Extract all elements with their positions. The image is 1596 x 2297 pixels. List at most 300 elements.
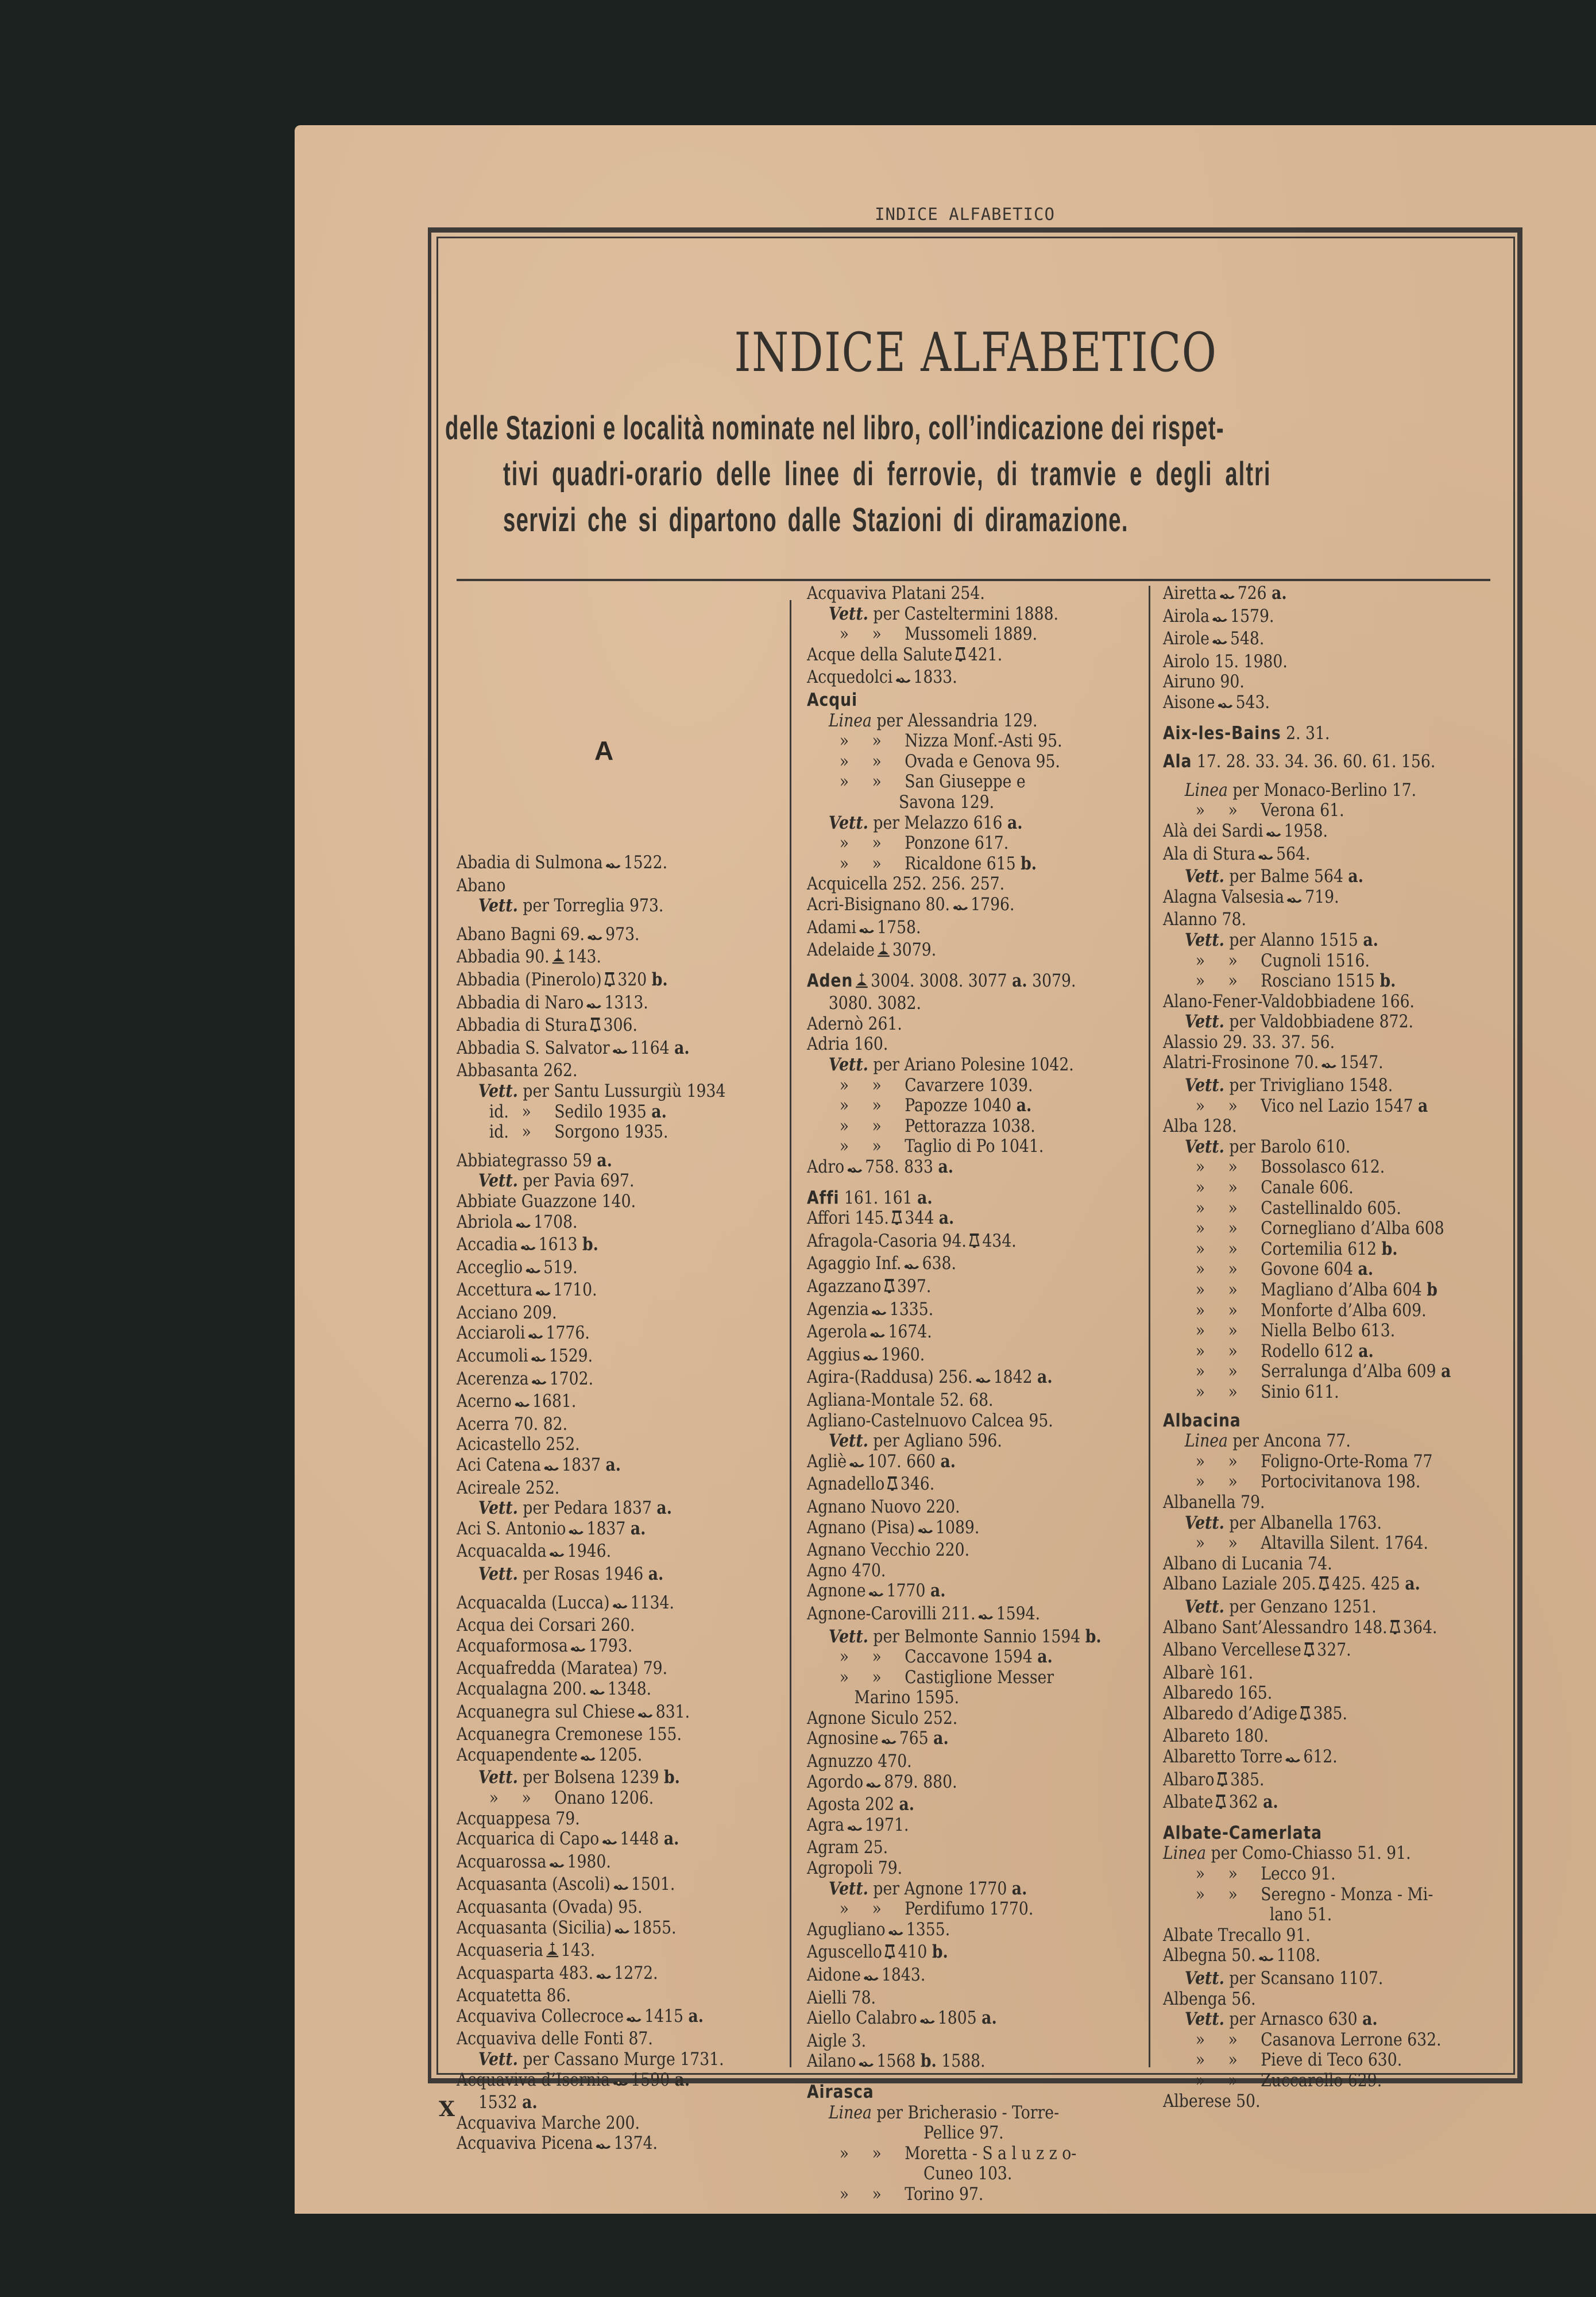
automobile-service-icon — [595, 2136, 612, 2156]
station-entry — [457, 2113, 741, 2134]
station-name: Abbadia di Stura — [457, 1015, 588, 1036]
timetable-refs: 638. — [922, 1253, 956, 1274]
service-destination: per Rosas 1946 — [517, 1564, 644, 1584]
ditto-mark: » — [839, 1646, 849, 1668]
ditto-mark: » — [1228, 2029, 1238, 2050]
station-entry — [807, 1942, 1098, 1965]
service-destination: San Giuseppe e — [905, 771, 1026, 792]
timetable-suffix: a. — [1272, 583, 1287, 604]
timetable-suffix: a. — [522, 2092, 538, 2113]
station-entry — [457, 2133, 741, 2156]
station-name: Abadia di Sulmona — [457, 852, 603, 873]
station-entry — [457, 1918, 741, 1941]
automobile-service-icon — [513, 1394, 530, 1414]
station-entry — [1163, 672, 1450, 693]
station-entry — [807, 1497, 1098, 1518]
ditto-line — [1163, 1301, 1450, 1321]
timetable-refs: 1708. — [534, 1211, 578, 1232]
station-name: Afragola-Casoria 94. — [807, 1230, 967, 1251]
service-destination: per Albanella 1763. — [1224, 1512, 1382, 1533]
station-entry — [1163, 992, 1450, 1012]
ditto-line — [807, 2184, 1098, 2205]
station-entry — [457, 1323, 741, 1346]
station-entry — [1163, 1116, 1450, 1137]
ship-icon — [551, 948, 565, 970]
automobile-service-icon — [1211, 609, 1228, 629]
timetable-suffix: a. — [940, 1451, 956, 1472]
timetable-refs: 1837 — [562, 1455, 601, 1476]
line-type-label: Linea — [1184, 1430, 1228, 1452]
service-type-label: Vett. — [478, 1767, 518, 1788]
station-entry — [1163, 1640, 1450, 1663]
station-entry — [807, 583, 1098, 604]
ditto-line — [1163, 1280, 1450, 1301]
ditto-mark: » — [839, 2183, 849, 2205]
ditto-line — [1163, 1472, 1450, 1492]
timetable-refs: 1980. — [567, 1851, 611, 1872]
timetable-refs: 1205. — [598, 1744, 643, 1765]
station-name: Agugliano — [807, 1919, 886, 1940]
automobile-service-icon — [586, 995, 602, 1016]
line-destination: per Alessandria 129. — [871, 710, 1038, 731]
continuation-text: Savona 129. — [898, 791, 995, 813]
station-entry — [807, 1300, 1098, 1322]
station-name: Airole — [1163, 628, 1209, 649]
station-name: Aden — [807, 970, 853, 991]
timetable-refs: 362 — [1228, 1792, 1258, 1813]
service-destination: per Agliano 596. — [868, 1430, 1002, 1452]
ditto-line — [807, 1647, 1098, 1668]
service-destination: Niella Belbo 613. — [1261, 1320, 1396, 1341]
ditto-line — [807, 1136, 1098, 1157]
station-name: Acque della Salute — [807, 644, 953, 665]
station-entry — [1163, 1683, 1450, 1704]
station-name: Acquafredda (Maratea) 79. — [457, 1658, 668, 1679]
station-entry — [1163, 652, 1450, 672]
automobile-service-icon — [1286, 890, 1303, 910]
column-divider-1 — [790, 600, 791, 2067]
station-entry — [807, 1965, 1098, 1988]
timetable-suffix: a. — [1263, 1792, 1278, 1813]
station-name: Abriola — [457, 1211, 513, 1232]
automobile-service-icon — [548, 1544, 565, 1564]
automobile-service-icon — [847, 1159, 863, 1180]
station-entry — [807, 1988, 1098, 2009]
station-name: Acerno — [457, 1391, 512, 1412]
automobile-service-icon — [895, 670, 911, 690]
service-type-label: Vett. — [1184, 1011, 1224, 1033]
station-entry — [1163, 1574, 1450, 1597]
timetable-suffix: b. — [1379, 970, 1396, 992]
station-entry — [807, 1540, 1098, 1561]
automobile-service-icon — [527, 1325, 544, 1346]
timetable-refs: 107. 660 — [867, 1451, 936, 1472]
station-entry — [1163, 1925, 1450, 1946]
automobile-service-icon — [601, 1831, 618, 1852]
station-name: Acquacalda (Lucca) — [457, 1592, 610, 1613]
timetable-refs: 1613 — [538, 1234, 578, 1255]
station-entry — [1163, 2091, 1450, 2112]
service-destination: Castiglione Messer — [905, 1666, 1054, 1688]
automobile-service-icon — [917, 1520, 933, 1541]
timetable-refs: 1674. — [888, 1321, 932, 1343]
service-destination: per Melazzo 616 — [868, 812, 1003, 833]
station-entry — [457, 1519, 741, 1542]
ditto-mark: » — [872, 1666, 882, 1688]
ditto-mark: » — [521, 1787, 531, 1808]
service-destination: Lecco 91. — [1261, 1863, 1336, 1885]
station-entry — [807, 918, 1098, 941]
timetable-refs: 1568 — [876, 2051, 916, 2072]
station-entry — [457, 1702, 741, 1725]
automobile-service-icon — [887, 1922, 904, 1943]
automobile-service-icon — [586, 927, 603, 948]
station-name: Albegna 50. — [1163, 1945, 1256, 1966]
timetable-refs: 143. — [561, 1940, 596, 1961]
station-name: Albano Sant’Alessandro 148. — [1163, 1617, 1388, 1638]
station-name: Acquanegra Cremonese 155. — [457, 1724, 682, 1745]
service-destination: per Casteltermini 1888. — [868, 603, 1059, 624]
station-entry — [457, 1724, 741, 1745]
timetable-suffix: a. — [1405, 1573, 1420, 1595]
timetable-refs: 1134. — [630, 1592, 674, 1613]
service-destination: per Balme 564 — [1224, 866, 1343, 887]
tramway-icon — [590, 1016, 602, 1038]
automobile-service-icon — [568, 1521, 585, 1542]
ditto-mark: » — [1195, 1320, 1205, 1341]
automobile-service-icon — [612, 1595, 628, 1616]
service-destination: Casanova Lerrone 632. — [1261, 2029, 1442, 2050]
ditto-line — [807, 772, 1098, 792]
automobile-service-icon — [1285, 1749, 1301, 1770]
carriage-service-line — [807, 1431, 1098, 1452]
station-name: Agira-(Raddusa) 256. — [807, 1367, 973, 1388]
timetable-suffix: a. — [651, 1101, 667, 1122]
ditto-mark: » — [1195, 970, 1205, 992]
ditto-mark: » — [1195, 1451, 1205, 1472]
timetable-suffix: a. — [674, 1037, 690, 1058]
timetable-refs: 1796. — [971, 894, 1015, 915]
station-name: Agnano Nuovo 220. — [807, 1496, 960, 1517]
station-entry — [457, 1852, 741, 1875]
service-destination: Cortemilia 612 — [1261, 1238, 1377, 1259]
station-entry — [807, 1838, 1098, 1858]
service-type-label: Vett. — [478, 1170, 518, 1192]
line-type-label: Linea — [1163, 1843, 1207, 1864]
station-entry — [807, 1157, 1098, 1180]
timetable-suffix: a. — [674, 2069, 690, 2090]
line-type-label: Linea — [1184, 779, 1228, 801]
ditto-mark: » — [1195, 2029, 1205, 2050]
timetable-refs: 1374. — [613, 2133, 658, 2154]
timetable-suffix: a. — [1362, 2009, 1378, 2030]
automobile-service-icon — [531, 1371, 547, 1392]
running-head: INDICE ALFABETICO — [875, 204, 1055, 224]
ditto-line — [1163, 1239, 1450, 1260]
station-entry — [1163, 606, 1450, 629]
carriage-service-line — [1163, 930, 1450, 951]
carriage-service-line — [457, 1171, 741, 1192]
timetable-suffix: b — [1427, 1279, 1437, 1300]
section-letter: A — [594, 736, 614, 765]
carriage-service-line — [807, 604, 1098, 625]
service-destination: per Bolsena 1239 — [517, 1767, 659, 1788]
ditto-line — [807, 833, 1098, 854]
station-entry — [1163, 887, 1450, 910]
ditto-mark: » — [1228, 1259, 1238, 1280]
timetable-suffix: a. — [1012, 970, 1027, 991]
timetable-refs: 1579. — [1230, 605, 1274, 627]
station-name: Aisone — [1163, 691, 1215, 713]
station-name: Agnone-Carovilli 211. — [807, 1603, 976, 1624]
timetable-refs: 719. — [1305, 886, 1339, 907]
timetable-refs: 3079. — [1027, 970, 1076, 991]
automobile-service-icon — [625, 2009, 642, 2029]
station-name: Acceglio — [457, 1256, 523, 1278]
timetable-refs: 1702. — [549, 1368, 594, 1389]
service-destination: per Arnasco 630 — [1224, 2009, 1358, 2030]
service-destination: Vico nel Lazio 1547 — [1261, 1095, 1413, 1116]
ditto-line — [1163, 1157, 1450, 1178]
railway-line-entry — [807, 711, 1098, 732]
ditto-mark: » — [839, 1074, 849, 1096]
railway-line-entry — [807, 2103, 1098, 2124]
station-name: Accettura — [457, 1279, 533, 1301]
tramway-icon — [1216, 1770, 1228, 1793]
automobile-service-icon — [612, 2072, 629, 2093]
service-destination: Pettorazza 1038. — [905, 1115, 1035, 1136]
junction-station-entry — [807, 690, 1098, 711]
station-entry — [807, 1231, 1098, 1254]
station-name: Abbadia S. Salvator — [457, 1037, 610, 1058]
station-name: Aidone — [807, 1965, 861, 1985]
ditto-mark: » — [839, 730, 849, 752]
timetable-refs: 17. 28. 33. 34. 36. 60. 61. 156. — [1192, 751, 1436, 772]
automobile-service-icon — [605, 855, 621, 876]
station-name: Albaredo 165. — [1163, 1683, 1273, 1704]
service-type-label: Vett. — [1184, 1968, 1224, 1989]
ship-icon — [876, 941, 890, 963]
station-name: Airasca — [807, 2081, 874, 2102]
timetable-refs: 1758. — [877, 917, 921, 938]
ditto-mark: » — [1228, 1177, 1238, 1198]
station-name: Alassio 29. 33. 37. 56. — [1163, 1031, 1335, 1053]
timetable-refs: 421. — [968, 644, 1003, 665]
automobile-service-icon — [614, 1920, 631, 1941]
tramway-icon — [968, 1232, 980, 1254]
station-entry — [457, 1986, 741, 2006]
ditto-mark: » — [1228, 1361, 1238, 1382]
station-entry — [457, 1192, 741, 1212]
continuation-text: 3080. 3082. — [828, 993, 921, 1014]
timetable-refs: 410 — [898, 1942, 928, 1963]
ditto-mark: » — [1228, 950, 1238, 971]
service-destination: per Genzano 1251. — [1224, 1596, 1377, 1617]
ditto-mark: » — [872, 1136, 882, 1157]
timetable-suffix: b. — [651, 969, 668, 990]
service-destination: Canale 606. — [1261, 1177, 1354, 1198]
station-name: Acquaviva d’Isernia — [457, 2069, 610, 2090]
spacer — [1163, 744, 1496, 752]
service-destination: per Pavia 697. — [517, 1170, 635, 1192]
station-entry — [457, 1636, 741, 1659]
station-entry — [807, 1322, 1098, 1345]
continuation-line — [807, 2164, 1098, 2184]
automobile-service-icon — [1257, 846, 1274, 867]
station-entry — [807, 1014, 1098, 1035]
timetable-refs: 519. — [543, 1256, 578, 1278]
station-entry — [457, 925, 741, 948]
ditto-mark: » — [1195, 1863, 1205, 1885]
station-entry — [807, 1254, 1098, 1277]
timetable-refs: 1089. — [936, 1517, 980, 1538]
timetable-refs: 1348. — [607, 1678, 652, 1699]
ditto-mark: » — [839, 833, 849, 854]
service-destination: per Cassano Murge 1731. — [517, 2049, 724, 2070]
continuation-text: 1532 — [478, 2092, 517, 2113]
station-entry — [807, 1920, 1098, 1943]
ditto-mark: » — [1228, 970, 1238, 992]
station-name: Acquacalda — [457, 1541, 547, 1562]
carriage-service-line — [807, 1055, 1098, 1076]
timetable-refs: 425. 425 — [1332, 1573, 1400, 1595]
station-name: Abbiate Guazzone 140. — [457, 1190, 636, 1212]
carriage-service-line — [1163, 1513, 1450, 1534]
station-name: Affi — [807, 1187, 840, 1208]
timetable-refs: 973. — [605, 923, 640, 945]
ditto-mark: » — [872, 751, 882, 772]
station-entry — [807, 1751, 1098, 1772]
timetable-refs: 3079. — [892, 939, 937, 961]
ditto-mark: » — [1195, 1197, 1205, 1219]
ditto-mark: » — [1195, 1157, 1205, 1178]
station-entry — [457, 1541, 741, 1564]
station-name: Agno 470. — [807, 1560, 886, 1581]
timetable-suffix: a. — [1358, 1340, 1374, 1362]
timetable-refs: 1594. — [996, 1603, 1041, 1624]
station-name: Albate Trecallo 91. — [1163, 1924, 1311, 1946]
station-entry — [1163, 583, 1450, 606]
station-entry — [807, 1604, 1098, 1627]
line-destination: per Como-Chiasso 51. 91. — [1206, 1843, 1411, 1864]
ditto-line — [1163, 1219, 1450, 1239]
timetable-refs: 1590 — [631, 2069, 670, 2090]
service-destination: per Scansano 1107. — [1224, 1968, 1384, 1989]
station-entry — [457, 970, 741, 993]
station-entry — [807, 1452, 1098, 1475]
service-destination: Pieve di Teco 630. — [1261, 2049, 1402, 2071]
station-name: Acquasparta 483. — [457, 1962, 594, 1983]
continuation-line — [457, 2093, 741, 2113]
station-entry — [807, 1518, 1098, 1541]
station-entry — [1163, 844, 1450, 867]
station-entry — [807, 1581, 1098, 1604]
station-name: Agerola — [807, 1321, 868, 1343]
automobile-service-icon — [1265, 823, 1282, 844]
ship-icon — [545, 1941, 559, 1963]
ditto-mark: » — [839, 624, 849, 645]
station-entry — [457, 876, 741, 896]
station-name: Agnone — [807, 1580, 866, 1602]
timetable-refs: 564. — [1276, 843, 1311, 864]
ditto-line — [807, 1096, 1098, 1116]
continuation-text: lano 51. — [1269, 1904, 1332, 1925]
subtitle-line-2: tivi quadri-orario delle linee di ferrovie, di tramvie e degli altri — [503, 455, 1272, 493]
automobile-service-icon — [865, 1774, 882, 1795]
ditto-line — [807, 624, 1098, 645]
station-entry — [1163, 693, 1450, 716]
ditto-mark: » — [839, 1136, 849, 1157]
timetable-refs: 1842 — [993, 1367, 1033, 1388]
station-entry — [457, 1015, 741, 1038]
station-name: Abbasanta 262. — [457, 1060, 578, 1081]
station-entry — [807, 895, 1098, 918]
service-type-label: Vett. — [1184, 866, 1224, 887]
ditto-line — [1163, 1178, 1450, 1198]
station-name: Airetta — [1163, 583, 1217, 604]
station-name: Abbadia (Pinerolo) — [457, 969, 602, 990]
station-name: Acciano 209. — [457, 1302, 557, 1323]
station-name: Acicastello 252. — [457, 1434, 580, 1455]
station-entry — [457, 1897, 741, 1918]
station-entry — [1163, 629, 1450, 652]
station-entry — [457, 1212, 741, 1235]
spacer — [807, 963, 1146, 971]
automobile-service-icon — [543, 1457, 559, 1478]
timetable-suffix: a. — [930, 1580, 946, 1602]
station-entry — [1163, 1053, 1450, 1076]
station-name: Albareto 180. — [1163, 1726, 1269, 1747]
spacer — [457, 917, 787, 925]
timetable-refs: 1770 — [886, 1580, 926, 1602]
ditto-mark: » — [839, 771, 849, 792]
ditto-line — [1163, 2071, 1450, 2091]
spacer — [807, 1180, 1146, 1188]
timetable-refs: 1522. — [623, 852, 668, 873]
page-title: INDICE ALFABETICO — [734, 322, 1218, 384]
station-entry — [1163, 1792, 1450, 1815]
index-column-2 — [807, 583, 1146, 2205]
ditto-mark: » — [1195, 2070, 1205, 2091]
station-name: Agaggio Inf. — [807, 1253, 902, 1274]
line-type-label: Linea — [828, 2102, 872, 2123]
timetable-refs: 1855. — [632, 1917, 677, 1938]
station-entry — [457, 1303, 741, 1324]
timetable-suffix: a. — [1358, 1259, 1374, 1280]
timetable-suffix: a. — [597, 1150, 612, 1171]
station-name: Agropoli 79. — [807, 1858, 903, 1879]
ditto-mark: » — [1228, 1863, 1238, 1885]
service-destination: per Pedara 1837 — [517, 1498, 652, 1519]
station-name: Acciaroli — [457, 1322, 525, 1344]
timetable-refs: 1164 — [630, 1037, 670, 1058]
timetable-suffix: a. — [688, 2005, 704, 2027]
service-type-label: Vett. — [478, 1080, 518, 1101]
service-type-label: Vett. — [1184, 929, 1224, 950]
service-destination: Rodello 612 — [1261, 1340, 1354, 1362]
station-entry — [807, 2051, 1098, 2074]
spacer — [807, 2074, 1146, 2082]
station-name: Albaretto Torre — [1163, 1746, 1283, 1768]
ditto-mark: » — [839, 1898, 849, 1920]
carriage-service-line — [1163, 1012, 1450, 1033]
ditto-mark: » — [1195, 1340, 1205, 1362]
automobile-service-icon — [1258, 1948, 1274, 1969]
tramway-icon — [604, 970, 616, 993]
station-entry — [807, 874, 1098, 895]
automobile-service-icon — [868, 1583, 884, 1604]
service-destination: Bossolasco 612. — [1261, 1157, 1385, 1178]
